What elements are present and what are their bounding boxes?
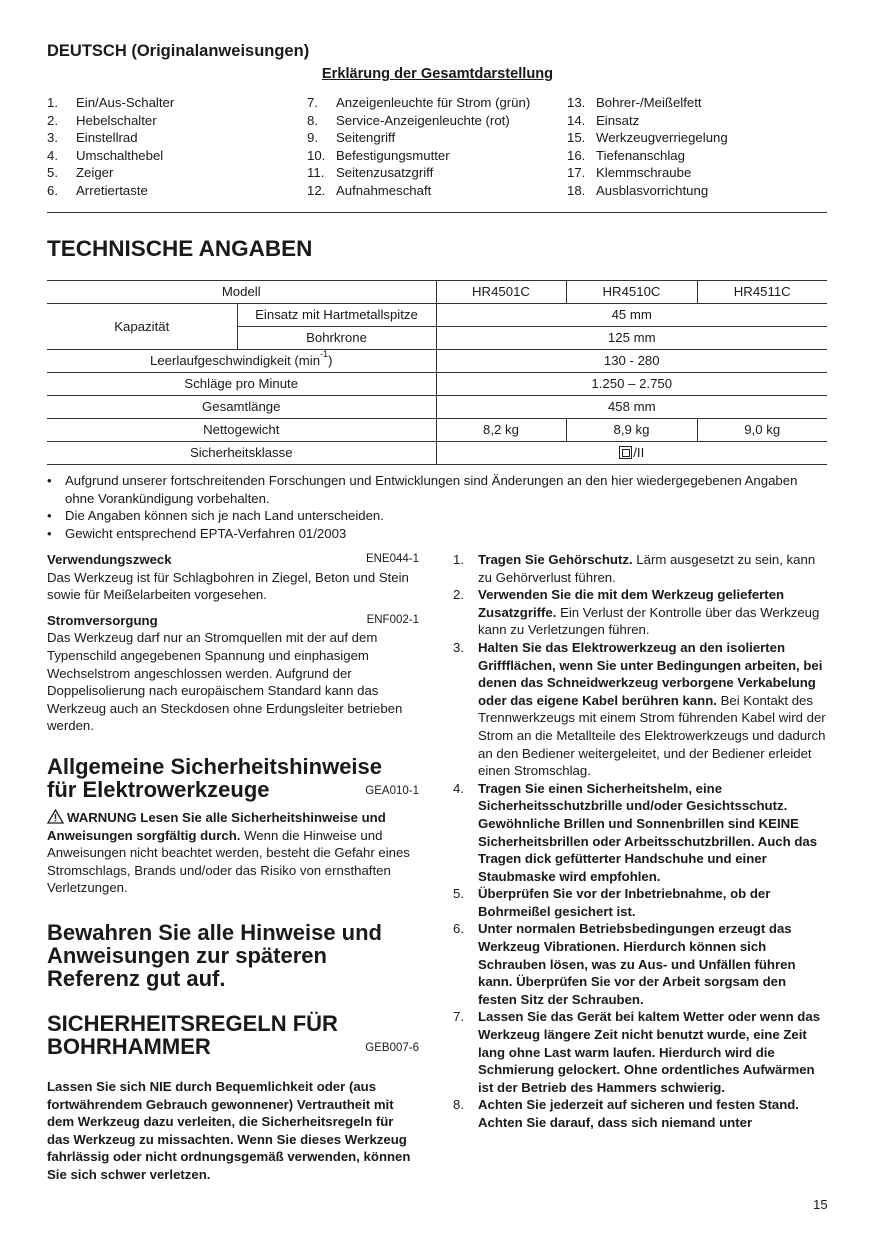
- keep-instructions-section: [47, 921, 419, 990]
- legend-text: Anzeigenleuchte für Strom (grün): [336, 95, 531, 110]
- item-bold: Tragen Sie Gehörschutz.: [478, 552, 633, 567]
- keep-title-line-3: Referenz gut auf.: [47, 965, 226, 991]
- legend-text: Arretiertaste: [76, 182, 148, 198]
- table-row: [47, 304, 827, 327]
- list-item: [453, 586, 827, 639]
- rules-title-line-1: SICHERHEITSREGELN FÜR: [47, 1010, 338, 1036]
- legend-column-3: [567, 94, 728, 200]
- item-body: [478, 586, 827, 639]
- legend-text: Seitengriff: [336, 130, 396, 146]
- table-row: [47, 419, 827, 442]
- legend-num: 15.: [567, 130, 586, 146]
- general-safety-section: [47, 755, 419, 897]
- rules-heading-row: [47, 1035, 419, 1058]
- class-label: Sicherheitsklasse: [47, 442, 436, 465]
- legend-item: [47, 147, 174, 165]
- item-body: [478, 920, 827, 1008]
- item-bold: Achten Sie jederzeit auf sicheren und festen Stand. Achten Sie darauf, dass sich niemand unter: [478, 1097, 799, 1130]
- list-item: [453, 1008, 827, 1096]
- item-num: 8.: [453, 1097, 464, 1113]
- item-body: [478, 1008, 827, 1096]
- legend-num: 1.: [47, 95, 58, 110]
- legend-text: Einstellrad: [76, 130, 138, 146]
- warning-icon: [47, 809, 64, 824]
- item-bold: Halten Sie das Elektrowerkzeug an den isolierten Griffflächen, wenn Sie unter Bedingungen arbeiten, bei denen das Schneidwerkzeug verborgene Verkabelung oder das eigene Kabel berühren kann.: [478, 639, 823, 708]
- weight-cell: 8,2 kg: [436, 419, 566, 442]
- legend-item: [47, 129, 174, 147]
- power-heading-row: [47, 612, 419, 630]
- item-bold: Lassen Sie das Gerät bei kaltem Wetter oder wenn das Werkzeug längere Zeit nicht benutzt wurde, eine Zeit lang ohne Last warm laufen. Hierdurch wird die Schmierung gelockert. Ohne ordentliches Aufwärmen ist der Betrieb des Hammers schwierig.: [478, 1009, 821, 1095]
- carbide-label: Einsatz mit Hartmetallspitze: [237, 304, 436, 327]
- list-item: [47, 525, 827, 543]
- legend-item: [47, 94, 174, 112]
- legend-text: Seitenzusatzgriff: [336, 165, 434, 181]
- legend-num: 17.: [567, 165, 586, 181]
- language-heading: DEUTSCH (Originalanweisungen): [47, 42, 310, 60]
- rules-code: GEB007-6: [365, 1042, 419, 1055]
- general-code: GEA010-1: [365, 785, 419, 798]
- legend-text: Befestigungsmutter: [336, 147, 450, 163]
- legend-item: [307, 182, 530, 200]
- core-label: Bohrkrone: [237, 327, 436, 350]
- item-num: 2.: [453, 587, 464, 603]
- divider: [47, 212, 827, 213]
- item-num: 5.: [453, 886, 464, 902]
- legend-num: 18.: [567, 182, 586, 198]
- weight-label: Nettogewicht: [47, 419, 436, 442]
- table-row: [47, 350, 827, 373]
- legend-item: [567, 182, 728, 200]
- legend-text: Bohrer-/Meißelfett: [596, 95, 702, 110]
- legend-num: 9.: [307, 130, 318, 146]
- legend-text: Zeiger: [76, 165, 114, 181]
- legend-num: 12.: [307, 182, 326, 198]
- legend-num: 4.: [47, 147, 58, 163]
- hammer-rules-section: [47, 1012, 419, 1184]
- item-num: 4.: [453, 780, 464, 796]
- noload-label: [47, 350, 436, 373]
- legend-text: Umschalthebel: [76, 147, 164, 163]
- legend-title: [0, 66, 875, 84]
- carbide-value: 45 mm: [436, 304, 827, 327]
- length-value: 458 mm: [436, 396, 827, 419]
- length-label: Gesamtlänge: [47, 396, 436, 419]
- item-body: [478, 639, 827, 780]
- legend-item: [307, 112, 530, 130]
- weight-cell: 8,9 kg: [566, 419, 697, 442]
- legend-item: [567, 147, 728, 165]
- legend-num: 6.: [47, 182, 58, 198]
- general-title-line-2: für Elektrowerkzeuge: [47, 776, 270, 802]
- item-text: Lärm ausgesetzt zu sein, kann zu Gehörverlust führen.: [478, 552, 816, 585]
- legend-text: Einsatz: [596, 112, 640, 128]
- double-insulation-icon: [619, 446, 632, 459]
- note-text: Aufgrund unserer fortschreitenden Forschungen und Entwicklungen sind Änderungen an den hier wiedergegebenen Angaben ohne Vorankündigung vorbehalten.: [65, 473, 798, 506]
- tech-heading: TECHNISCHE ANGABEN: [47, 236, 313, 261]
- legend-num: 16.: [567, 147, 586, 163]
- bullet-icon: •: [47, 508, 52, 524]
- item-body: [478, 1096, 827, 1131]
- legend-item: [567, 112, 728, 130]
- legend-item: [567, 164, 728, 182]
- list-item: [47, 507, 827, 525]
- legend-title-text: Erklärung der Gesamtdarstellung: [321, 66, 554, 82]
- warning-paragraph: [47, 809, 419, 897]
- legend-item: [307, 147, 530, 165]
- note-text: Die Angaben können sich je nach Land unterscheiden.: [65, 508, 384, 524]
- table-row: [47, 442, 827, 465]
- table-row: [47, 373, 827, 396]
- item-num: 3.: [453, 639, 464, 655]
- item-text: Bei Kontakt des Trennwerkzeugs mit einem Strom führenden Kabel wird der Strom an die Metallteile des Elektrowerkzeugs und dadurch an den Bediener weitergeleitet, und der Bediener erleidet einen Stromschlag.: [478, 692, 826, 779]
- noload-sup: -1: [320, 348, 329, 359]
- legend-item: [307, 129, 530, 147]
- table-row: [47, 281, 827, 304]
- general-heading-row: [47, 778, 419, 801]
- use-heading-row: [47, 551, 419, 569]
- legend-item: [47, 182, 174, 200]
- use-code: ENE044-1: [365, 553, 419, 565]
- right-column: [453, 551, 827, 1132]
- model-cell: HR4501C: [436, 281, 566, 304]
- list-item: [453, 1096, 827, 1131]
- rules-title-line-2: BOHRHAMMER: [47, 1033, 211, 1059]
- general-title-line-1: Allgemeine Sicherheitshinweise: [47, 753, 383, 779]
- power-text: Das Werkzeug darf nur an Stromquellen mit der auf dem Typenschild angegebenen Spannung und einphasigem Wechselstrom angeschlossen werden. Aufgrund der Doppelisolierung nach europäischem Standard kann das Werkzeug auch an Steckdosen ohne Erdungsleiter betrieben werden.: [47, 630, 403, 734]
- noload-value: 130 - 280: [436, 350, 827, 373]
- legend-num: 10.: [307, 147, 326, 163]
- legend-text: Service-Anzeigenleuchte (rot): [336, 112, 510, 128]
- legend-num: 13.: [567, 95, 586, 110]
- legend-num: 8.: [307, 112, 318, 128]
- legend-item: [567, 94, 728, 112]
- warning-bold: WARNUNG Lesen Sie alle Sicherheitshinweise und Anweisungen sorgfältig durch.: [47, 809, 386, 843]
- core-value: 125 mm: [436, 327, 827, 350]
- list-item: [47, 472, 827, 507]
- model-label: Modell: [47, 281, 436, 304]
- legend-text: Tiefenanschlag: [596, 147, 685, 163]
- page-number: 15: [813, 1197, 828, 1212]
- list-item: [453, 780, 827, 886]
- legend-item: [307, 164, 530, 182]
- list-item: [453, 639, 827, 780]
- spec-table: [47, 280, 827, 465]
- left-column: [47, 551, 419, 1183]
- legend-num: 14.: [567, 112, 586, 128]
- legend-column-1: [47, 94, 174, 200]
- legend-text: Werkzeugverriegelung: [596, 130, 728, 146]
- legend-item: [47, 164, 174, 182]
- legend-text: Ein/Aus-Schalter: [76, 95, 175, 110]
- note-text: Gewicht entsprechend EPTA-Verfahren 01/2003: [65, 525, 347, 541]
- legend-text: Klemmschraube: [596, 165, 692, 181]
- legend-text: Aufnahmeschaft: [336, 182, 432, 198]
- item-text: Ein Verlust der Kontrolle über das Werkzeug kann zu Verletzungen führen.: [478, 604, 820, 638]
- legend-item: [47, 112, 174, 130]
- list-item: [453, 920, 827, 1008]
- power-code: ENF002-1: [366, 613, 419, 626]
- legend-num: 2.: [47, 112, 58, 128]
- legend-item: [307, 94, 530, 112]
- list-item: [453, 885, 827, 920]
- capacity-label: Kapazität: [47, 304, 237, 350]
- item-bold: Verwenden Sie die mit dem Werkzeug gelieferten Zusatzgriffe.: [478, 587, 785, 620]
- keep-title-line-1: Bewahren Sie alle Hinweise und: [47, 919, 382, 945]
- table-row: [47, 396, 827, 419]
- legend-num: 5.: [47, 165, 58, 181]
- legend-text: Ausblasvorrichtung: [596, 182, 709, 198]
- bullet-icon: •: [47, 473, 52, 488]
- legend-text: Hebelschalter: [76, 112, 157, 128]
- rules-text: Lassen Sie sich NIE durch Bequemlichkeit oder (aus fortwährendem Gebrauch gewonnener) Vertrautheit mit dem Werkzeug dazu verleiten, die Sicherheitsregeln für das Werkzeug zu missachten. Wenn Sie dieses Werkzeug fahrlässig oder nicht ordnungsgemäß verwenden, können Sie sich schwer verletzen.: [47, 1078, 411, 1182]
- legend-num: 7.: [307, 95, 318, 110]
- item-num: 6.: [453, 921, 464, 937]
- noload-close: ): [328, 353, 333, 369]
- legend-num: 11.: [307, 165, 325, 181]
- legend-column-2: [307, 94, 530, 200]
- warning-text: Wenn die Hinweise und Anweisungen nicht beachtet werden, besteht die Gefahr eines Stromschlags, Brands und/oder das Risiko von ernsthaften Verletzungen.: [47, 827, 410, 896]
- item-bold: Tragen Sie einen Sicherheitshelm, eine Sicherheitsschutzbrille und/oder Gesichtsschutz. Gewöhnliche Brillen und Sonnenbrillen sind KEINE Sicherheitsbrillen oder Arbeitsschutzbrillen. Auch das Tragen dick gefütterter Handschuhe und einer Staubmaske wird empfohlen.: [478, 780, 818, 884]
- model-cell: HR4511C: [697, 281, 827, 304]
- bpm-label: Schläge pro Minute: [47, 373, 436, 396]
- item-bold: Unter normalen Betriebsbedingungen erzeugt das Werkzeug Vibrationen. Hierdurch können sich Schrauben lösen, was zu Aus- und Unfällen führen kann. Überprüfen Sie vor der Arbeit sorgsam den festen Sitz der Schrauben.: [478, 921, 796, 1007]
- item-body: [478, 885, 827, 920]
- item-body: [478, 551, 827, 586]
- class-value-cell: [436, 442, 827, 465]
- model-cell: HR4510C: [566, 281, 697, 304]
- bpm-value: 1.250 – 2.750: [436, 373, 827, 396]
- class-value: /II: [633, 445, 645, 461]
- bullet-icon: •: [47, 525, 52, 541]
- item-num: 7.: [453, 1009, 464, 1025]
- list-item: [453, 551, 827, 586]
- use-title: Verwendungszweck: [47, 552, 172, 567]
- legend-num: 3.: [47, 130, 58, 146]
- use-text: Das Werkzeug ist für Schlagbohren in Ziegel, Beton und Stein sowie für Meißelarbeiten vorgesehen.: [47, 569, 409, 603]
- keep-title-line-2: Anweisungen zur späteren: [47, 942, 327, 968]
- power-title: Stromversorgung: [47, 612, 158, 628]
- tech-notes: [47, 472, 827, 542]
- item-bold: Überprüfen Sie vor der Inbetriebnahme, ob der Bohrmeißel gesichert ist.: [478, 886, 771, 919]
- legend-item: [567, 129, 728, 147]
- item-body: [478, 780, 827, 886]
- item-num: 1.: [453, 552, 464, 567]
- noload-label-text: Leerlaufgeschwindigkeit (min: [150, 353, 321, 369]
- weight-cell: 9,0 kg: [697, 419, 827, 442]
